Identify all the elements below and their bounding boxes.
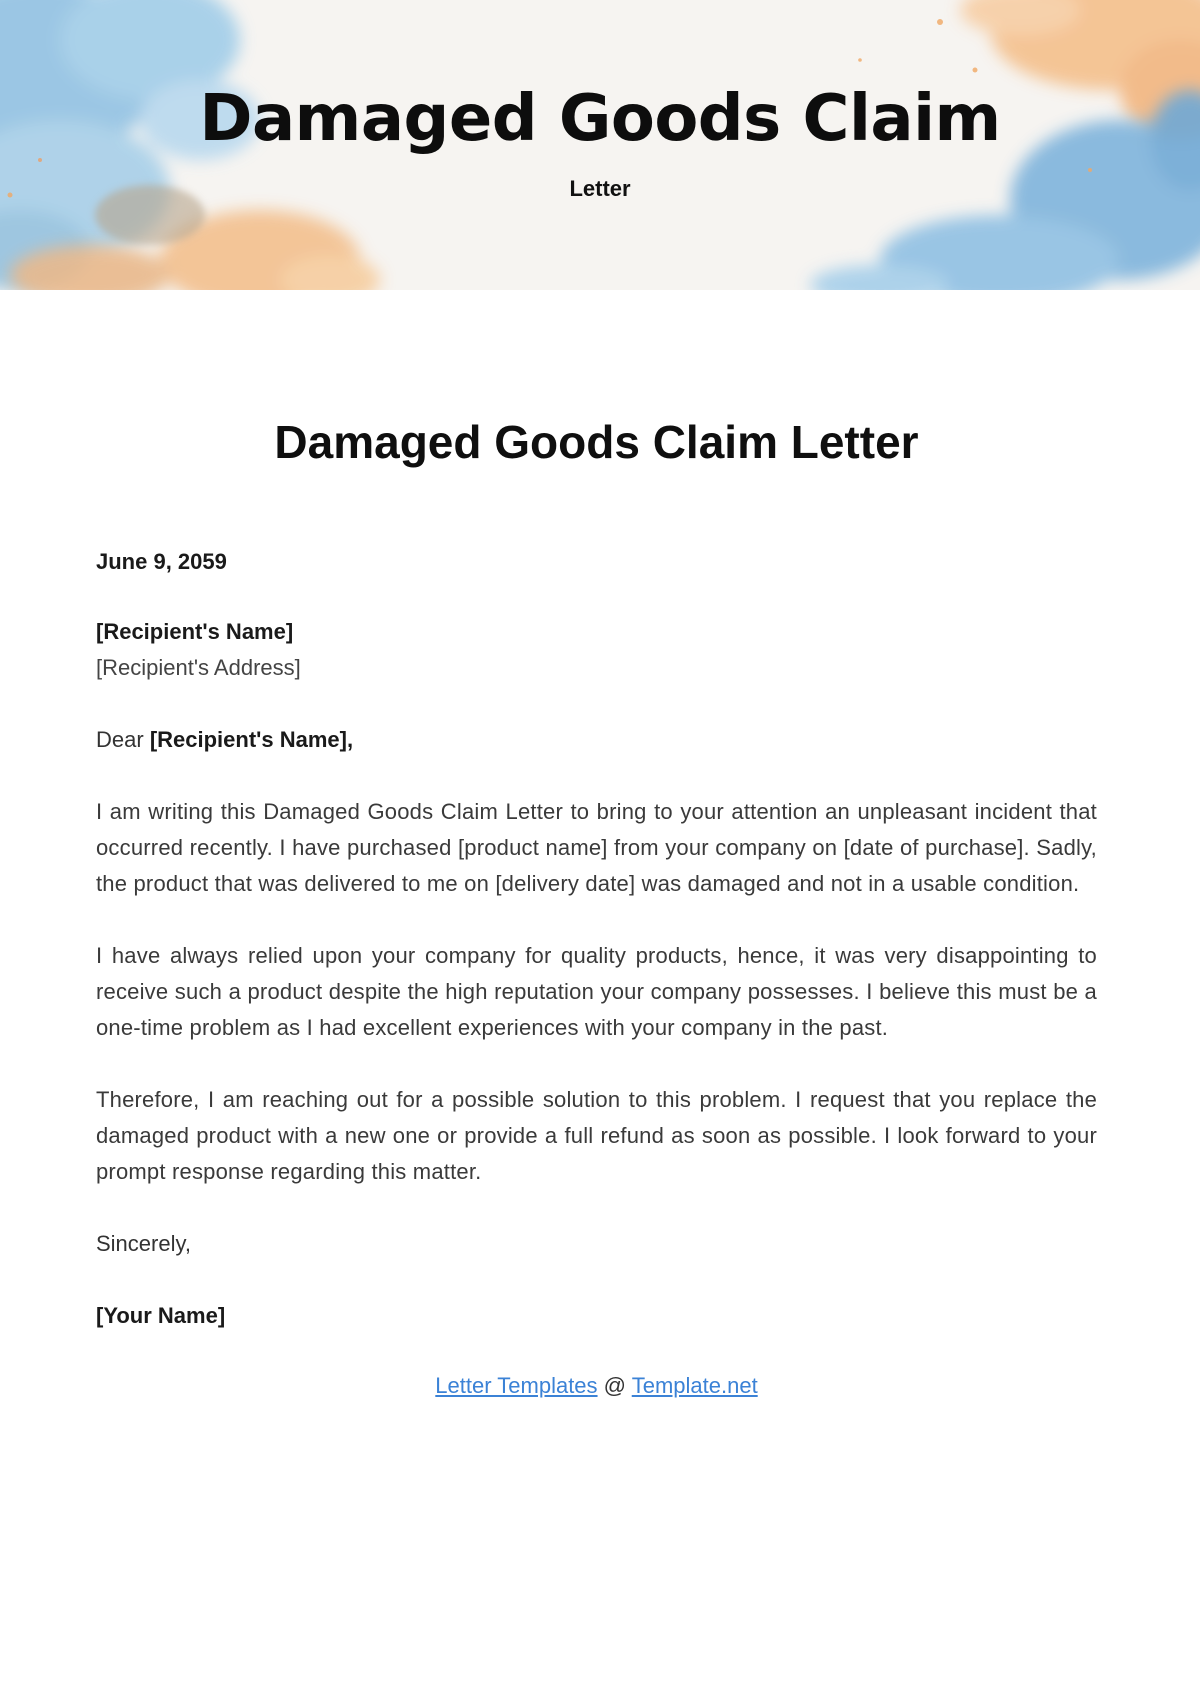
header-banner (0, 0, 1200, 290)
signature-name: [Your Name] (96, 1303, 226, 1328)
salutation (96, 722, 1097, 758)
letter-body (96, 412, 1097, 1404)
recipient-name: [Recipient's Name] (96, 619, 294, 644)
letter-date: June 9, 2059 (96, 549, 227, 574)
letter-title: Damaged Goods Claim Letter (274, 416, 919, 468)
footer-credit (96, 1368, 1097, 1404)
body-paragraph: I am writing this Damaged Goods Claim Letter to bring to your attention an unpleasant incident that occurred recently. I have purchased [product name] from your company on [date of purchase]. Sadly, the product that was delivered to me on [delivery date] was damaged and not in a usable condition. (96, 799, 1097, 896)
salutation-prefix: Dear (96, 727, 144, 752)
body-paragraph: I have always relied upon your company for quality products, hence, it was very disappointing to receive such a product despite the high reputation your company possesses. I believe this must be a one-time problem as I had excellent experiences with your company in the past. (96, 943, 1097, 1040)
salutation-name: [Recipient's Name], (149, 727, 354, 752)
body-paragraph: Therefore, I am reaching out for a possible solution to this problem. I request that you replace the damaged product with a new one or provide a full refund as soon as possible. I look forward to your prompt response regarding this matter. (96, 1087, 1097, 1184)
template-net-link[interactable]: Template.net (631, 1373, 758, 1398)
closing: Sincerely, (96, 1231, 191, 1256)
banner-title: Damaged Goods Claim (199, 82, 1001, 156)
recipient-address: [Recipient's Address] (96, 655, 301, 680)
footer-separator: @ (603, 1373, 627, 1398)
letter-templates-link[interactable]: Letter Templates (435, 1373, 598, 1398)
banner-subtitle: Letter (569, 176, 631, 201)
